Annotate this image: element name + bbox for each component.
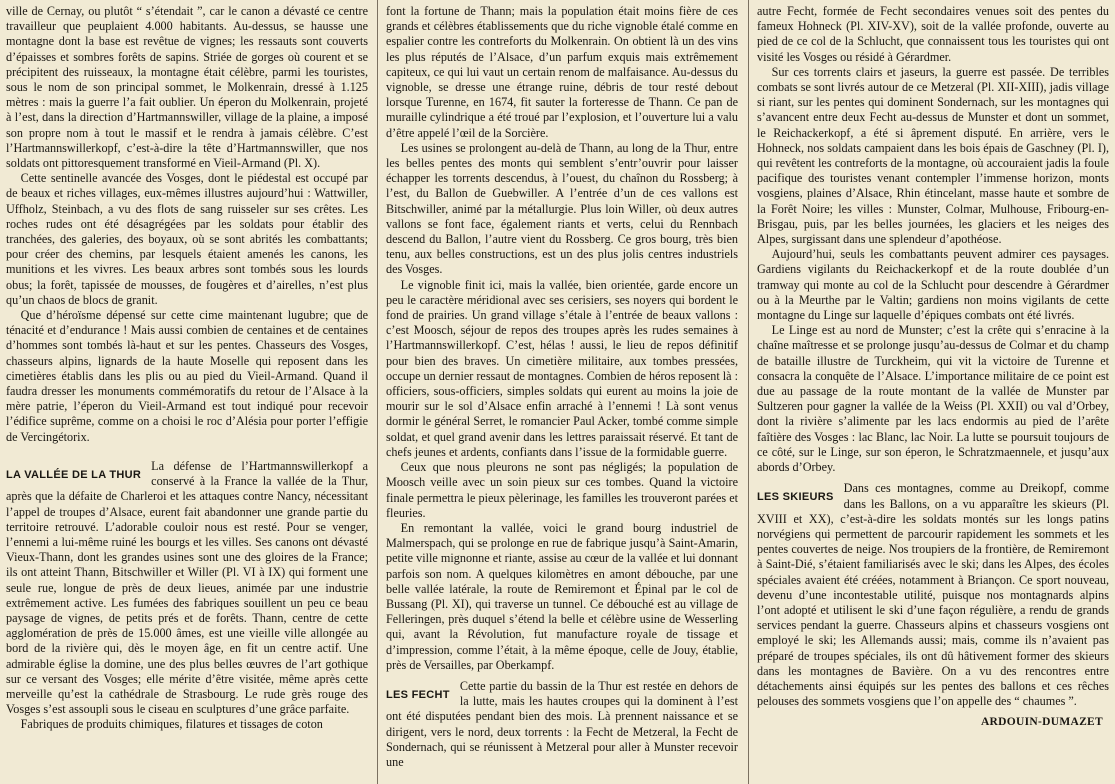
- paragraph: Les usines se prolongent au-delà de Thann, au long de la Thur, entre les belles pentes des monts qui semblent s’entr’ouvrir pour laisser échapper les torrents descendus, à l’ouest, du chaînon du Rossberg; à l’est, du Ballon de Guebwiller. A l’entrée d’un de ces vallons est Bitschwiller, animé par la métallurgie. Plus loin Willer, où deux autres vallons se font face, également riants et verts, celui du Rennbach descend du Ballon, l’autre vient du Rossberg. Ce gros bourg, très bien tenu, aux belles constructions, est un des plus jolis centres industriels des Vosges.: [386, 140, 738, 277]
- paragraph: Cette sentinelle avancée des Vosges, dont le piédestal est occupé par de beaux et riches villages, eux-mêmes illustres aujourd’hui : Wattwiller, Uffholz, Steinbach, a vu des flots de sang ruisseler sur ses crêtes. Les roches rudes ont été désagrégées par les soldats pour établir des tranchées, des galeries, des boyaux, où se sont abrités les combattants; pour créer des chemins, par lesquels étaient amenés les canons, les munitions et les vivres. Les beaux arbres sont tombés sous les lourds obus; la forêt, tapissée de mousses, de fougères et d’airelles, n’est plus qu’un chaos de blocs de granit.: [6, 171, 368, 307]
- section-heading: LES SKIEURS: [757, 491, 834, 504]
- paragraph: ville de Cernay, ou plutôt “ s’étendait ”, car le canon a dévasté ce centre travailleur que peuplaient 4.000 habitants. Au-dessus, se hausse une montagne dont la base est revêtue de vignes; les ressauts sont couverts d’épaisses et sombres forêts de sapins. Striée de gorges où courent et se précipitent des ruisseaux, la montagne était célèbre, parmi les touristes, sous le nom de son principal sommet, le Molkenrain, dressé à 1.125 mètres : mais la guerre l’a fait oublier. Un éperon du Molkenrain, projeté à l’est, dans la direction d’Hartmannswiller, village de la plaine, a imposé son propre nom à tout le massif et le rendra à jamais célèbre. C’est l’Hartmannswillerkopf, c’est-à-dire la tête d’Hartmannswiller, que nos soldats ont pittoresquement transformé en Vieil-Armand (Pl. X).: [6, 4, 368, 171]
- paragraph: La défense de l’Hartmannswillerkopf a conservé à la France la vallée de la Thur, après que la défaite de Charleroi et les attaques contre Nancy, nécessitant l’appel de troupes d’Alsace, eurent fait abandonner une grande partie du territoire retrouvé. L’adorable couloir nous est resté. Pour se venger, l’ennemi a lui-même ruiné les bourgs et les villes. Ses canons ont dévasté Vieux-Thann, dont les grandes usines sont une des gloires de la France; ils ont atteint Thann, Bitschwiller et Willer (Pl. VI à IX) qui forment une seule rue, longue de près de deux lieues, animée par une industrie extrêmement active. Les fumées des fabriques souillent un peu ce beau paysage de vignes, de petits prés et de forêts. Thann, centre de cette agglomération de près de 15.000 âmes, est une vieille ville allongée au bord de la rivière qui, dès le moyen âge, en fit un centre actif. Une admirable église la domine, une des plus belles œuvres de l’art gothique sur ce versant des Vosges; elle mérite d’être visitée, même après cette merveille qu’est la cathédrale de Strasbourg. Le rude grès rouge des Vosges s’est assoupli sous le ciseau en sculptures d’une grâce parfaite.: [6, 458, 368, 717]
- paragraph: Fabriques de produits chimiques, filatures et tissages de coton: [20, 717, 323, 732]
- paragraph: Le vignoble finit ici, mais la vallée, bien orientée, garde encore un peu le caractère méridional avec ses cerisiers, ses noyers qui bordent le fond de prairies. Un grand village s’étale à l’entrée de beaux vallons : c’est Moosch, séjour de repos des troupes après les rudes semaines à l’Hartmannswillerkopf. C’est, hélas ! aussi, le lieu de repos définitif pour bien des braves. Un cimetière militaire, aux tombes pressées, occupe un dernier ressaut de montagnes. Combien de héros reposent là : officiers, sous-officiers, simples soldats qui eurent au moins la joie de mourir sur le sol d’Alsace enfin arraché à l’ennemi ! Là sont venus dormir le général Serret, le romancier Paul Acker, tombé comme simple soldat, et quel grand avenir dans les lettres paraissait réservé. Et tant de chefs jeunes et ardents, confiants dans l’issue de la formidable guerre.: [386, 277, 738, 459]
- paragraph: Dans ces montagnes, comme au Dreikopf, comme dans les Ballons, on a vu apparaître les skieurs (Pl. XVIII et XX), c’est-à-dire les soldats montés sur les longs patins norvégiens qui permettent de parcourir rapidement les sommets et les pentes couvertes de neige. Nos troupiers de la frontière, de Remiremont à Saint-Dié, s’étaient familiarisés avec le ski; dans les Alpes, des écoles spéciales avaient été créées, notamment à Briançon. Ce sport nouveau, devenu d’une incontestable utilité, puisque nos montagnards alpins l’ont adopté et utilisent le ski d’une façon régulière, a rendu de grands services pendant la guerre. Chasseurs alpins et chasseurs vosgiens ont employé le ski; les Allemands aussi; mais, comme ils n’avaient pas préparé de troupes spéciales, ils ont dû hâtivement former des skieurs dans les montagnes de Bavière. On a vu des rencontres entre détachements ainsi équipés sur les pentes des ballons et ces rêches pelouses des sommets vosgiens que l’on appelle des “ chaumes ”.: [757, 481, 1109, 709]
- paragraph: Que d’héroïsme dépensé sur cette cime maintenant lugubre; que de ténacité et d’endurance ! Mais aussi combien de centaines et de centaines d’hommes sont tombés là-haut et sur les pentes. Chasseurs des Vosges, chasseurs alpins, lignards de la haute Moselle qui reposent dans les cimetières établis dans les plis ou au pied du Vieil-Armand. Quand il faudra dresser les monuments commémoratifs du retour de l’Alsace à la mère patrie, l’éperon du Vieil-Armand est tout indiqué pour recevoir l’édifice suprême, comme on a choisi le roc d’Alésia pour porter l’effigie de Vercingétorix.: [6, 308, 368, 444]
- paragraph: font la fortune de Thann; mais la population était moins fière de ces grands et célèbres établissements que du riche vignoble étalé comme en espalier contre les contreforts du Molkenrain. On obtient là un des vins les plus réputés de l’Alsace, d’un parfum exquis mais extrêmement capiteux, ce qui lui vaut un certain renom de malfaisance. Au-dessus du vignoble, se dresse une étrange ruine, débris de tour resté debout lorsque Turenne, en 1674, fit sauter la forteresse de Thann. Ce pan de muraille cylindrique a été troué par l’explosion, et l’ouverture lui a valu d’être appelé l’œil de la Sorcière.: [386, 4, 738, 140]
- column-rule: [748, 0, 749, 784]
- column-middle: [386, 4, 738, 780]
- author-signature: ARDOUIN-DUMAZET: [980, 716, 1103, 729]
- paragraph: Cette partie du bassin de la Thur est restée en dehors de la lutte, mais les hautes croupes qui la dominent à l’est ont été disputées pendant bien des mois. Là prennent naissance et se dirigent, vers le nord, deux torrents : la Fecht de Metzeral, la Fecht de Sondernach, qui se réunissent à Metzeral pour aller à Munster recevoir une: [386, 678, 738, 769]
- column-right: [757, 4, 1109, 780]
- paragraph: En remontant la vallée, voici le grand bourg industriel de Malmerspach, qui se prolonge en rue de fabrique jusqu’à Saint-Amarin, petite ville mignonne et riante, assise au cœur de la vallée et lui donnant parfois son nom. A quelques kilomètres en amont débouche, par une belle vallée latérale, la route de Remiremont et Épinal par le col de Bussang (Pl. XI), qui traverse un tunnel. Ce débouché est au village de Felleringen, près duquel s’étend la belle et célèbre usine de Wesserling qui, avant la Révolution, fut manufacture royale de tissage et d’impression, comme l’était, à la même époque, celle de Jouy, établie, près de Versailles, par Oberkampf.: [386, 520, 738, 672]
- column-rule: [377, 0, 378, 784]
- paragraph: Ceux que nous pleurons ne sont pas négligés; la population de Moosch veille avec un soin pieux sur ces tombes. Quand la victoire finale permettra le pieux pèlerinage, les familles les trouveront parées et fleuries.: [386, 460, 738, 520]
- column-left: [6, 4, 368, 780]
- paragraph: Le Linge est au nord de Munster; c’est la crête qui s’enracine à la chaîne maîtresse et se prolonge jusqu’au-dessus de Colmar et du champ de bataille illustre de Turckheim, qui vit la victoire de Turenne et consacra la conquête de l’Alsace. L’importance militaire de ce point est due au passage de la route montant de la vallée de Munster par Sultzeren pour gagner la vallée de la Weiss (Pl. XXII) ou val d’Orbey, dont la rivière s’alimente par les lacs endormis au pied de l’arête faîtière des Vosges : lac Blanc, lac Noir. La lutte se poursuit toujours de ce côté, sur le Linge, sur son éperon, le Schratzmaennele, et jusqu’aux abords d’Orbey.: [757, 323, 1109, 475]
- section-heading: LA VALLÉE DE LA THUR: [6, 468, 142, 481]
- paragraph: autre Fecht, formée de Fecht secondaires venues soit des pentes du fameux Hohneck (Pl. XIV-XV), soit de la vallée profonde, ouverte au pied de ce col de la Schlucht, que connaissent tous les touristes qui ont visité les Vosges ou résidé à Gérardmer.: [757, 4, 1109, 64]
- section-heading: LES FECHT: [386, 688, 450, 701]
- paragraph: Sur ces torrents clairs et jaseurs, la guerre est passée. De terribles combats se sont livrés autour de ce Metzeral (Pl. XII-XIII), jadis village si riant, sur les pentes qui dominent Sondernach, sur les montagnes qui s’avancent entre deux Fecht au-dessus de Munster et dont un sommet, le Reichackerkopf, a été si âprement disputé. En arrière, vers le Hohneck, nos soldats campaient dans les bois épais de Gaschney (Pl. I), qui revêtent les contreforts de la montagne, où accouraient jadis la foule pacifique des touristes venant contempler l’immense horizon, monts vosgiens, plaines d’Alsace, Rhin étincelant, masse haute et sombre de la Forêt Noire; les villes : Munster, Colmar, Mulhouse, Fribourg-en-Brisgau, puis, par les belles journées, les glaciers et les neiges des Alpes, surgissant dans une splendeur d’apothéose.: [757, 64, 1109, 247]
- paragraph: Aujourd’hui, seuls les combattants peuvent admirer ces paysages. Gardiens vigilants du Reichackerkopf et de la route doublée d’un tramway qui monte au col de la Schlucht pour descendre à Gérardmer ou à la Meurthe par le Valtin; gardiens non moins vigilants de cette montagne du Linge sur laquelle d’épiques combats ont été livrés.: [757, 247, 1109, 323]
